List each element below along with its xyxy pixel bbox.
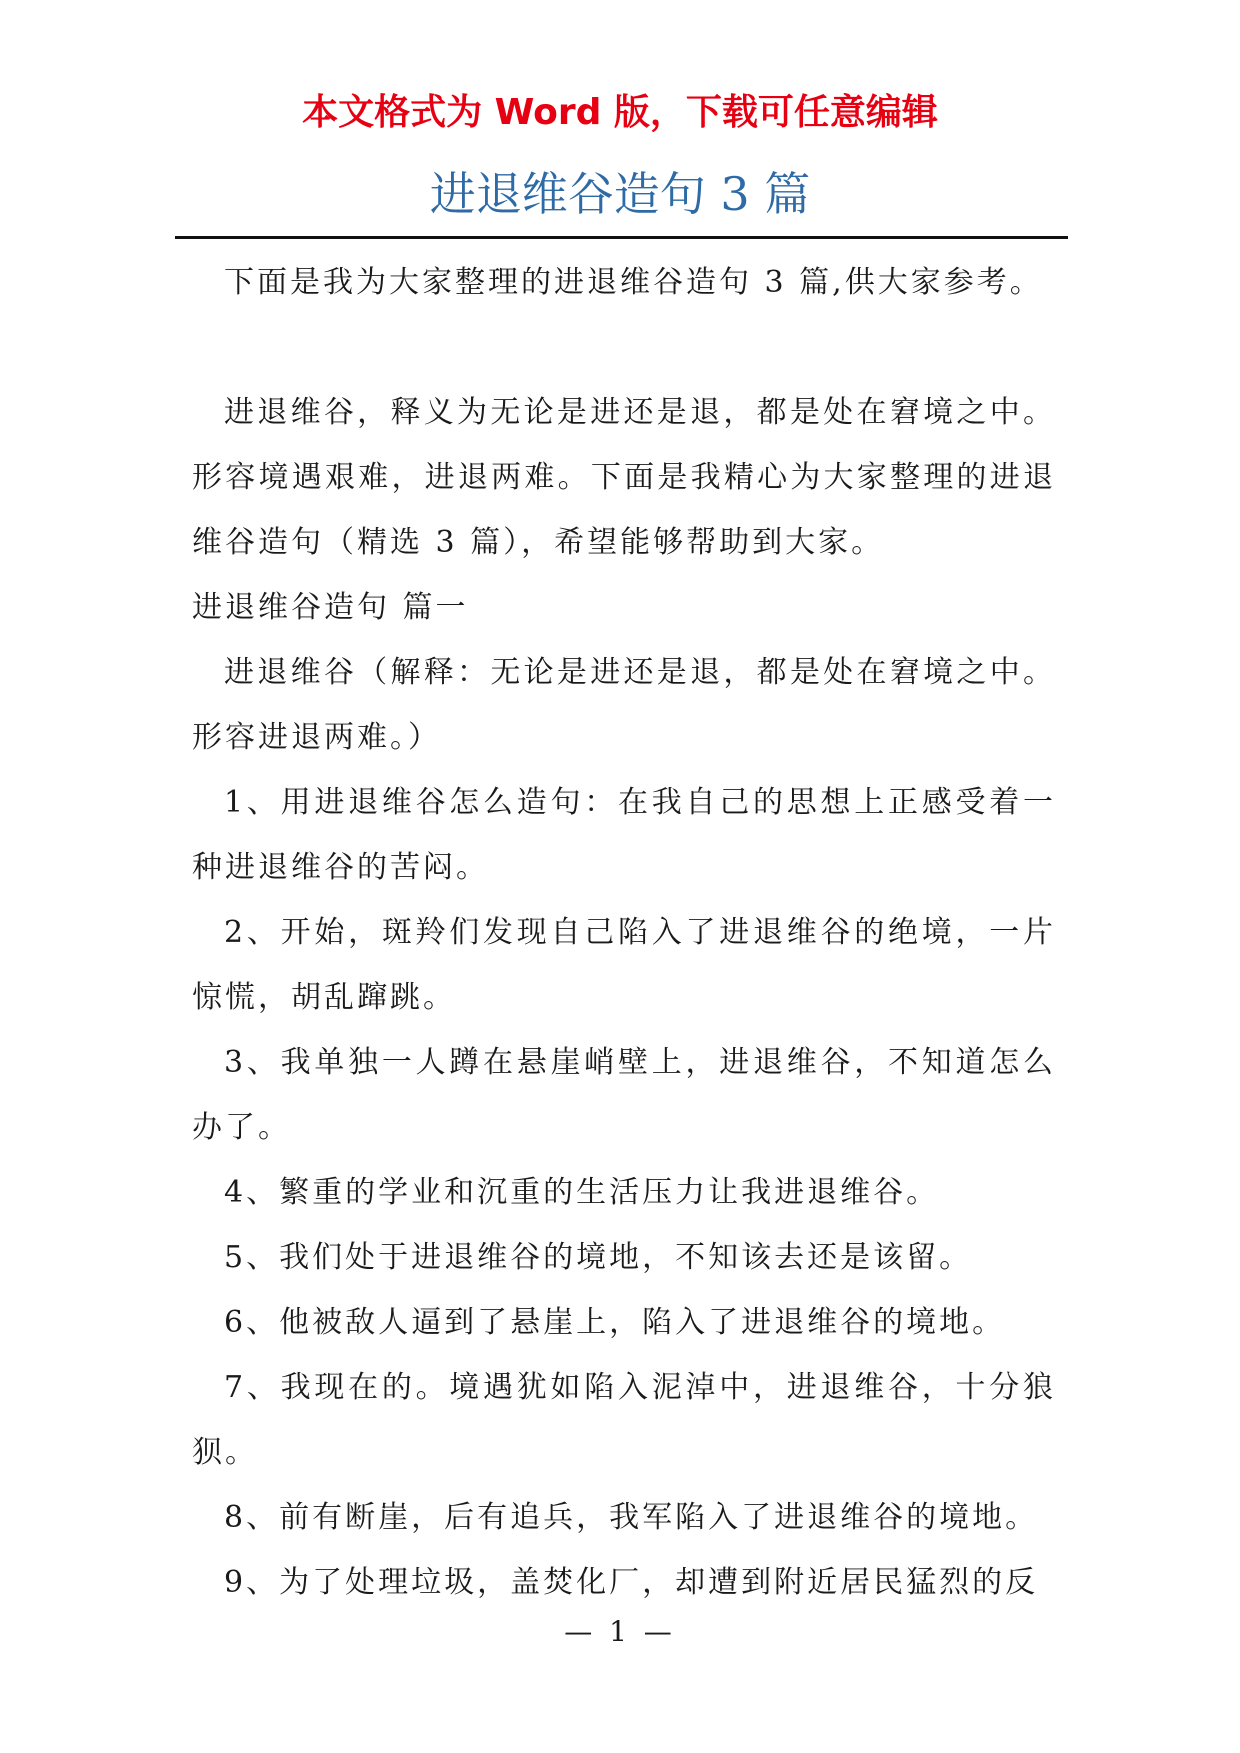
explanation-paragraph: 进退维谷（解释：无论是进还是退，都是处在窘境之中。形容进退两难。） [192, 655, 1056, 755]
example-sentence-8: 8、前有断崖，后有追兵，我军陷入了进退维谷的境地。 [224, 1500, 1039, 1535]
example-sentence-4: 4、繁重的学业和沉重的生活压力让我进退维谷。 [224, 1175, 940, 1210]
example-sentence-7: 7、我现在的。境遇犹如陷入泥淖中，进退维谷，十分狼狈。 [192, 1370, 1056, 1470]
example-sentence-3: 3、我单独一人蹲在悬崖峭壁上，进退维谷，不知道怎么办了。 [192, 1045, 1056, 1145]
example-sentence-5: 5、我们处于进退维谷的境地，不知该去还是该留。 [224, 1240, 973, 1275]
download-banner: 本文格式为 Word 版，下载可任意编辑 [302, 92, 938, 133]
example-sentence-2: 2、开始，斑羚们发现自己陷入了进退维谷的绝境，一片惊慌，胡乱蹿跳。 [192, 915, 1056, 1015]
example-sentence-1: 1、用进退维谷怎么造句：在我自己的思想上正感受着一种进退维谷的苦闷。 [192, 785, 1056, 885]
example-sentence-6: 6、他被敌人逼到了悬崖上，陷入了进退维谷的境地。 [224, 1305, 1006, 1340]
definition-paragraph: 进退维谷，释义为无论是进还是退，都是处在窘境之中。形容境遇艰难，进退两难。下面是我精心为大家整理的进退维谷造句（精选 3 篇），希望能够帮助到大家。 [192, 395, 1056, 560]
document-body [192, 250, 1056, 1615]
blank-line [192, 315, 1056, 380]
page-number: — 1 — [564, 1615, 676, 1648]
title-divider [175, 236, 1068, 239]
example-sentence-9: 9、为了处理垃圾，盖焚化厂，却遭到附近居民猛烈的反 [224, 1565, 1039, 1600]
intro-paragraph: 下面是我为大家整理的进退维谷造句 3 篇,供大家参考。 [224, 265, 1043, 300]
section-heading: 进退维谷造句 篇一 [192, 590, 469, 625]
document-title: 进退维谷造句 3 篇 [429, 167, 811, 221]
